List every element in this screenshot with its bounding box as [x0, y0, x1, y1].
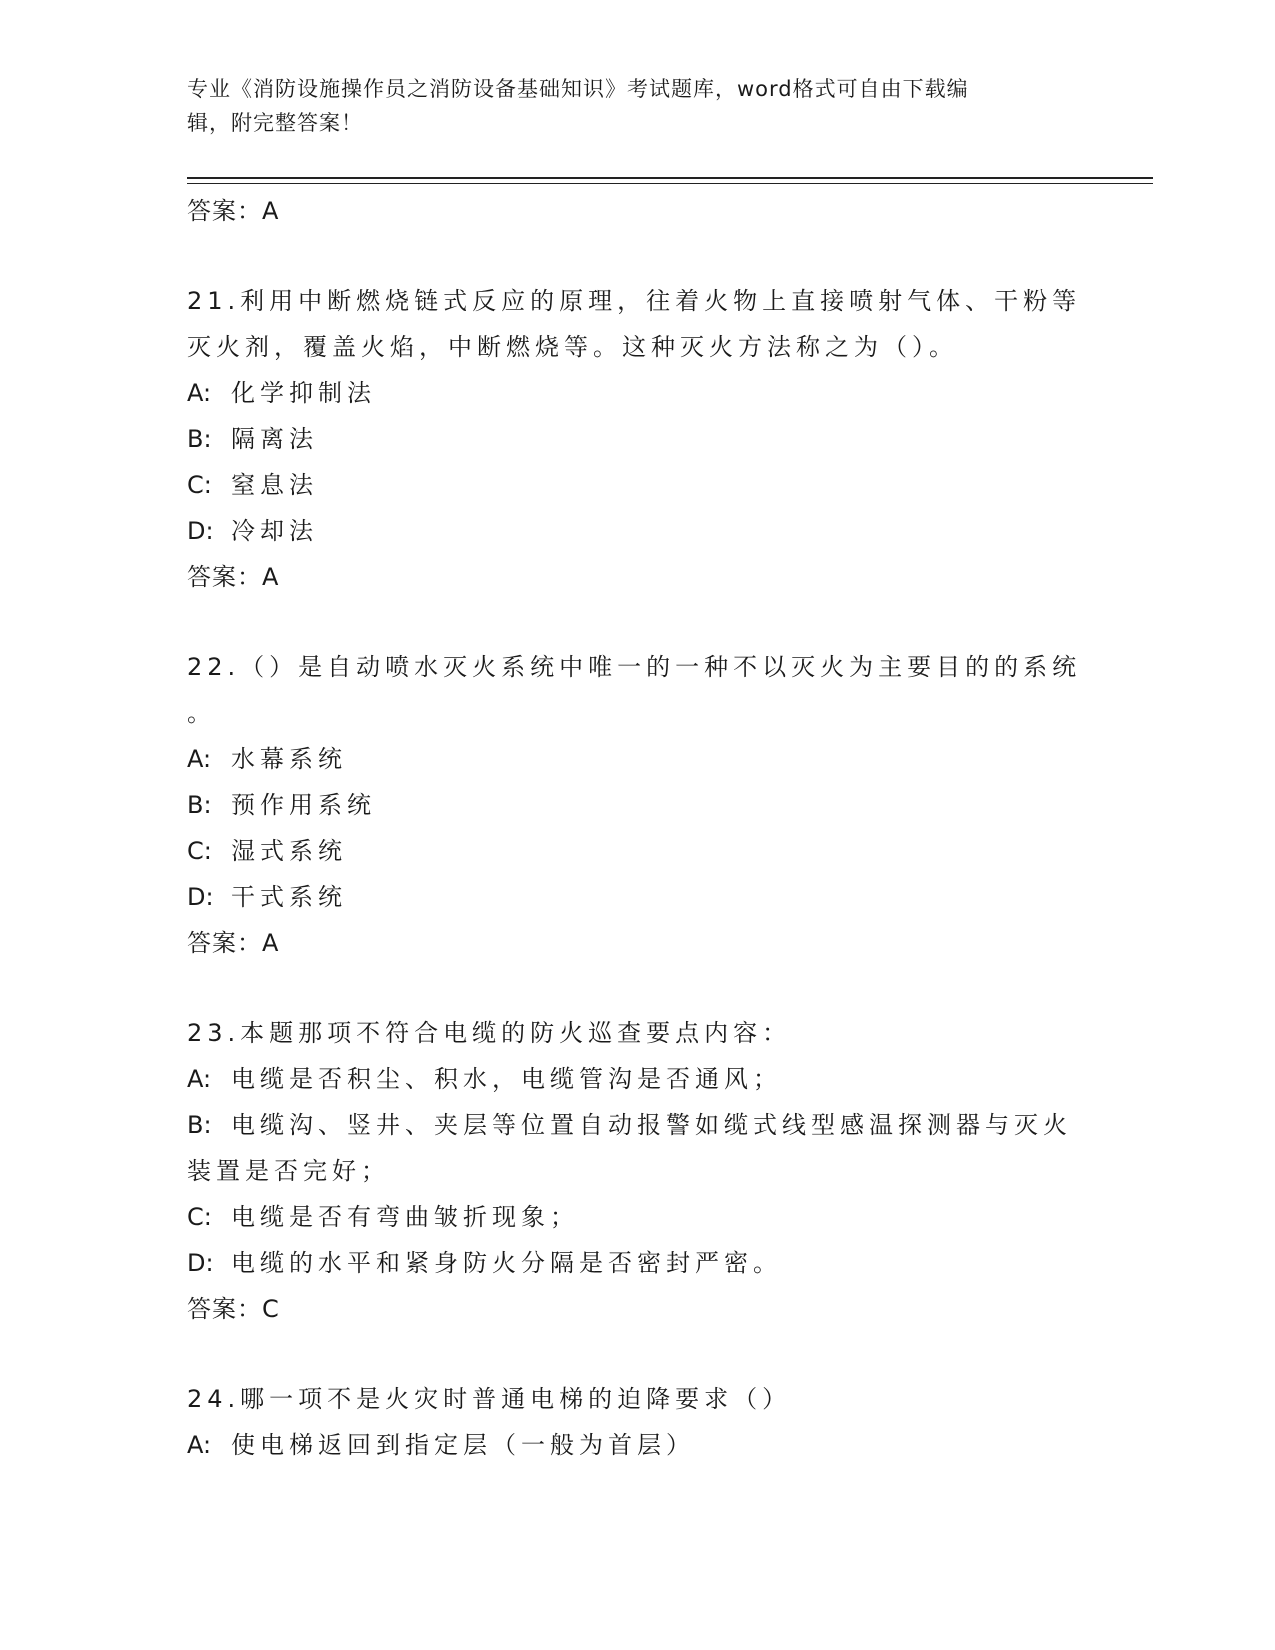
option-b-continued	[187, 1148, 1087, 1194]
option-a	[187, 370, 1087, 416]
option-letter: A:	[187, 1431, 212, 1459]
option-text: 预作用系统	[231, 791, 376, 819]
option-letter: D:	[187, 883, 214, 911]
option-d	[187, 1240, 1087, 1286]
option-text: 电缆是否积尘、积水，电缆管沟是否通风；	[231, 1065, 782, 1093]
option-a	[187, 736, 1087, 782]
option-d	[187, 874, 1087, 920]
question-21	[187, 278, 1087, 600]
option-letter: B:	[187, 1111, 212, 1139]
question-text: 。	[187, 699, 216, 727]
option-a	[187, 1422, 1087, 1468]
option-c	[187, 828, 1087, 874]
option-letter: A:	[187, 379, 212, 407]
question-text: 24.哪一项不是火灾时普通电梯的迫降要求（）	[187, 1385, 792, 1413]
option-letter: C:	[187, 837, 212, 865]
option-letter: B:	[187, 791, 212, 819]
question-23	[187, 1010, 1087, 1332]
answer-label: 答案：C	[187, 1295, 280, 1323]
option-text: 湿式系统	[231, 837, 347, 865]
question-22	[187, 644, 1087, 966]
answer-label: 答案：A	[187, 197, 280, 225]
answer-label: 答案：A	[187, 563, 280, 591]
question-text: 23.本题那项不符合电缆的防火巡查要点内容：	[187, 1019, 792, 1047]
option-text: 隔离法	[231, 425, 318, 453]
header-rule-thick	[187, 177, 1153, 179]
document-body	[187, 188, 1087, 1468]
question-text: 22.（）是自动喷水灭火系统中唯一的一种不以灭火为主要目的的系统	[187, 653, 1082, 681]
option-text: 干式系统	[231, 883, 347, 911]
option-b	[187, 782, 1087, 828]
option-letter: D:	[187, 1249, 214, 1277]
option-d	[187, 508, 1087, 554]
option-text: 装置是否完好；	[187, 1157, 390, 1185]
option-text: 电缆是否有弯曲皱折现象；	[231, 1203, 579, 1231]
option-c	[187, 462, 1087, 508]
answer-label: 答案：A	[187, 929, 280, 957]
option-text: 冷却法	[231, 517, 318, 545]
option-b	[187, 1102, 1087, 1148]
option-text: 水幕系统	[231, 745, 347, 773]
option-a	[187, 1056, 1087, 1102]
option-letter: A:	[187, 1065, 212, 1093]
question-text: 灭火剂，覆盖火焰，中断燃烧等。这种灭火方法称之为（）。	[187, 333, 958, 361]
question-24	[187, 1376, 1087, 1468]
option-c	[187, 1194, 1087, 1240]
option-text: 电缆的水平和紧身防火分隔是否密封严密。	[231, 1249, 782, 1277]
option-text: 电缆沟、竖井、夹层等位置自动报警如缆式线型感温探测器与灭火	[231, 1111, 1072, 1139]
option-letter: B:	[187, 425, 212, 453]
header-line-2: 辑，附完整答案！	[187, 111, 363, 135]
option-text: 使电梯返回到指定层（一般为首层）	[231, 1431, 695, 1459]
option-letter: D:	[187, 517, 214, 545]
option-letter: C:	[187, 471, 212, 499]
option-b	[187, 416, 1087, 462]
header-rule-thin	[187, 183, 1153, 184]
option-letter: C:	[187, 1203, 212, 1231]
option-text: 窒息法	[231, 471, 318, 499]
header-line-1: 专业《消防设施操作员之消防设备基础知识》考试题库，word格式可自由下载编	[187, 77, 969, 101]
option-letter: A:	[187, 745, 212, 773]
question-text: 21.利用中断燃烧链式反应的原理，往着火物上直接喷射气体、干粉等	[187, 287, 1082, 315]
document-header	[187, 72, 1087, 140]
option-text: 化学抑制法	[231, 379, 376, 407]
